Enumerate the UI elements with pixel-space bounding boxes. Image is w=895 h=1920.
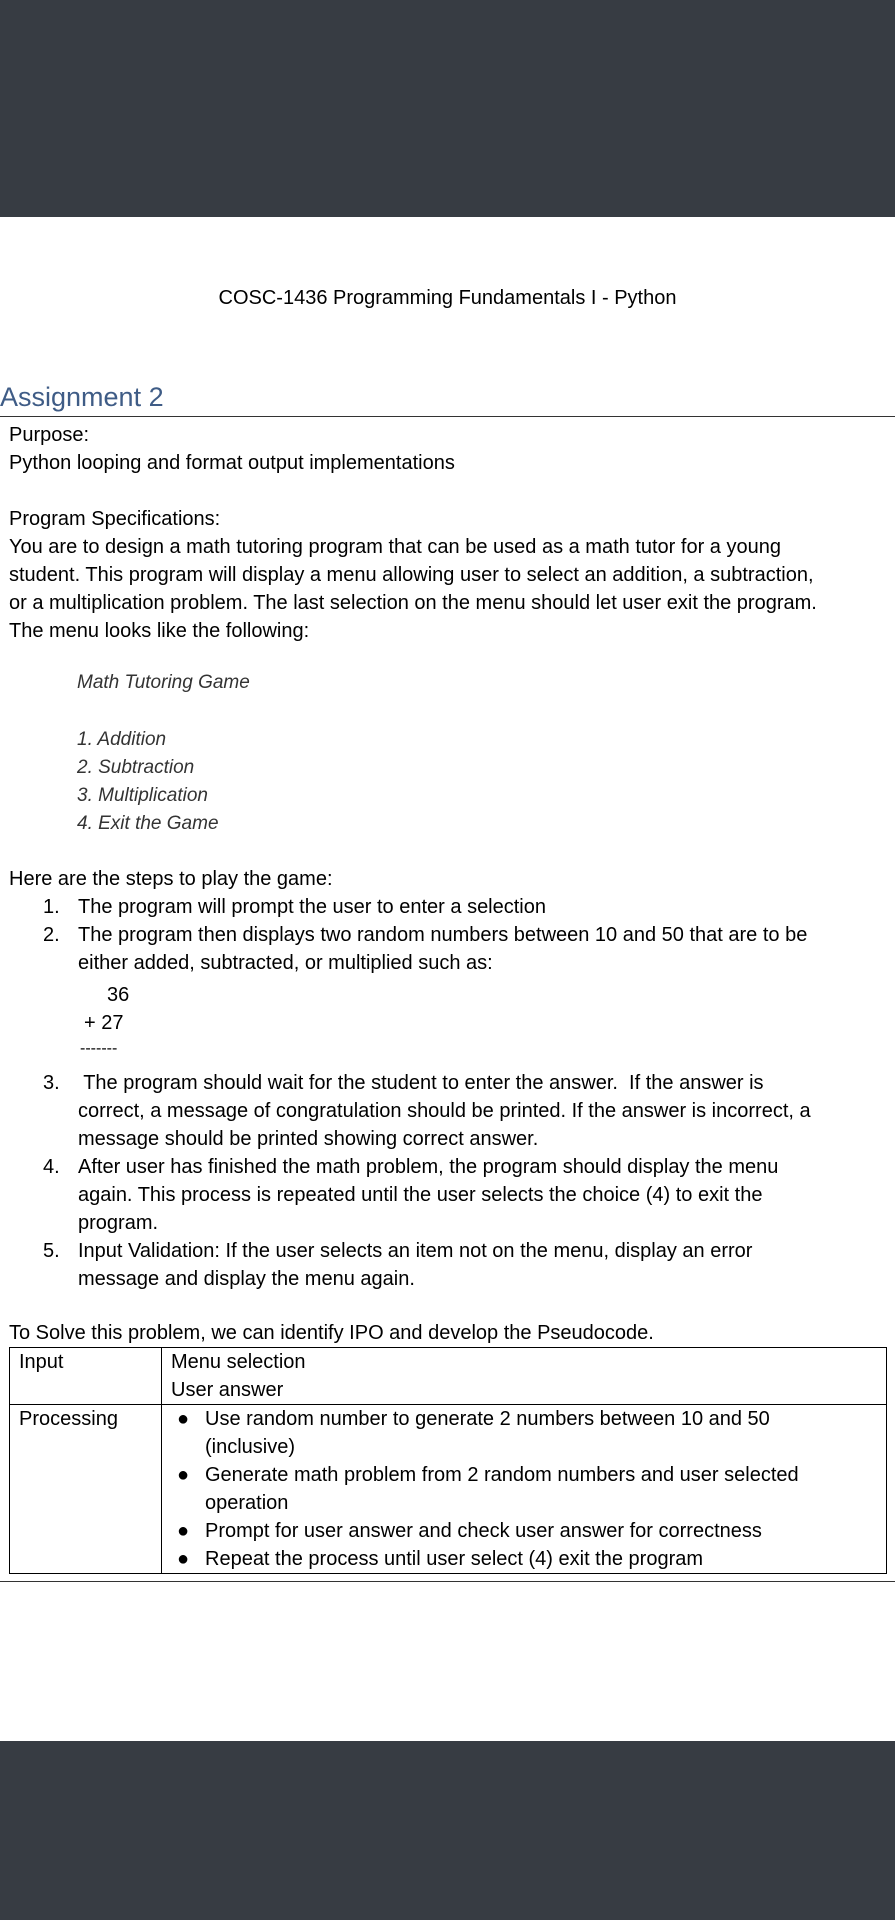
ipo-intro: To Solve this problem, we can identify IPO and develop the Pseudocode.	[9, 1322, 654, 1344]
top-dark-band	[0, 0, 895, 217]
steps-heading: Here are the steps to play the game:	[9, 868, 333, 890]
processing-label: Processing	[10, 1405, 162, 1574]
menu-item: 2. Subtraction	[77, 757, 195, 778]
step-line: again. This process is repeated until the user selects the choice (4) to exit the	[78, 1184, 763, 1206]
step-line: The program will prompt the user to enter a selection	[78, 896, 546, 918]
step-number: 1.	[43, 896, 60, 918]
bullet-icon: ●	[177, 1464, 190, 1486]
example-bottom-line: + 27	[84, 1012, 124, 1034]
list-item-line: Repeat the process until user select (4) exit the program	[205, 1548, 704, 1570]
list-item	[177, 1517, 877, 1545]
step-line: message should be printed showing correct answer.	[78, 1128, 539, 1150]
step-number: 4.	[43, 1156, 60, 1178]
bottom-dark-band	[0, 1741, 895, 1920]
step-number: 2.	[43, 924, 60, 946]
step-line: program.	[78, 1212, 159, 1234]
menu-item: 3. Multiplication	[77, 785, 208, 806]
menu-title: Math Tutoring Game	[77, 672, 250, 693]
spec-line: student. This program will display a menu allowing user to select an addition, a subtraction,	[9, 564, 814, 586]
title-divider	[0, 416, 895, 417]
step-line: The program should wait for the student to enter the answer. If the answer is	[78, 1072, 764, 1094]
step-line: Input Validation: If the user selects an item not on the menu, display an error	[78, 1240, 753, 1262]
list-item-line: Prompt for user answer and check user answer for correctness	[205, 1520, 762, 1542]
document-page	[0, 217, 895, 1741]
spec-line: The menu looks like the following:	[9, 620, 310, 642]
input-line: Menu selection	[171, 1351, 306, 1373]
step-number: 5.	[43, 1240, 60, 1262]
list-item-line: Use random number to generate 2 numbers between 10 and 50	[205, 1408, 770, 1430]
step-line: After user has finished the math problem, the program should display the menu	[78, 1156, 779, 1178]
menu-item: 4. Exit the Game	[77, 813, 219, 834]
spec-line: You are to design a math tutoring program that can be used as a math tutor for a young	[9, 536, 781, 558]
list-item-line: (inclusive)	[205, 1436, 296, 1458]
step-line: The program then displays two random numbers between 10 and 50 that are to be	[78, 924, 808, 946]
step-line: correct, a message of congratulation should be printed. If the answer is incorrect, a	[78, 1100, 811, 1122]
bullet-icon: ●	[177, 1408, 190, 1430]
ipo-table	[9, 1347, 887, 1574]
list-item-line: operation	[205, 1492, 289, 1514]
bullet-icon: ●	[177, 1520, 190, 1542]
purpose-text: Python looping and format output implementations	[9, 452, 455, 474]
assignment-title: Assignment 2	[0, 382, 164, 412]
input-cell	[162, 1348, 887, 1405]
table-row	[10, 1348, 887, 1405]
example-top-number: 36	[107, 984, 130, 1006]
spec-label: Program Specifications:	[9, 508, 221, 530]
processing-list	[171, 1405, 877, 1573]
list-item	[177, 1405, 877, 1461]
list-item	[177, 1461, 877, 1517]
input-line: User answer	[171, 1379, 284, 1401]
example-dashes: -------	[80, 1040, 118, 1057]
menu-item: 1. Addition	[77, 729, 167, 750]
list-item-line: Generate math problem from 2 random numbers and user selected	[205, 1464, 799, 1486]
bullet-icon: ●	[177, 1548, 190, 1570]
step-line: either added, subtracted, or multiplied such as:	[78, 952, 493, 974]
table-row	[10, 1405, 887, 1574]
course-header: COSC-1436 Programming Fundamentals I - Python	[218, 287, 677, 309]
step-number: 3.	[43, 1072, 60, 1094]
list-item	[177, 1545, 877, 1573]
step-line: message and display the menu again.	[78, 1268, 415, 1290]
purpose-label: Purpose:	[9, 424, 90, 446]
spec-line: or a multiplication problem. The last selection on the menu should let user exit the program.	[9, 592, 817, 614]
page-cut-divider	[0, 1581, 895, 1582]
processing-cell	[162, 1405, 887, 1574]
input-label: Input	[10, 1348, 162, 1405]
